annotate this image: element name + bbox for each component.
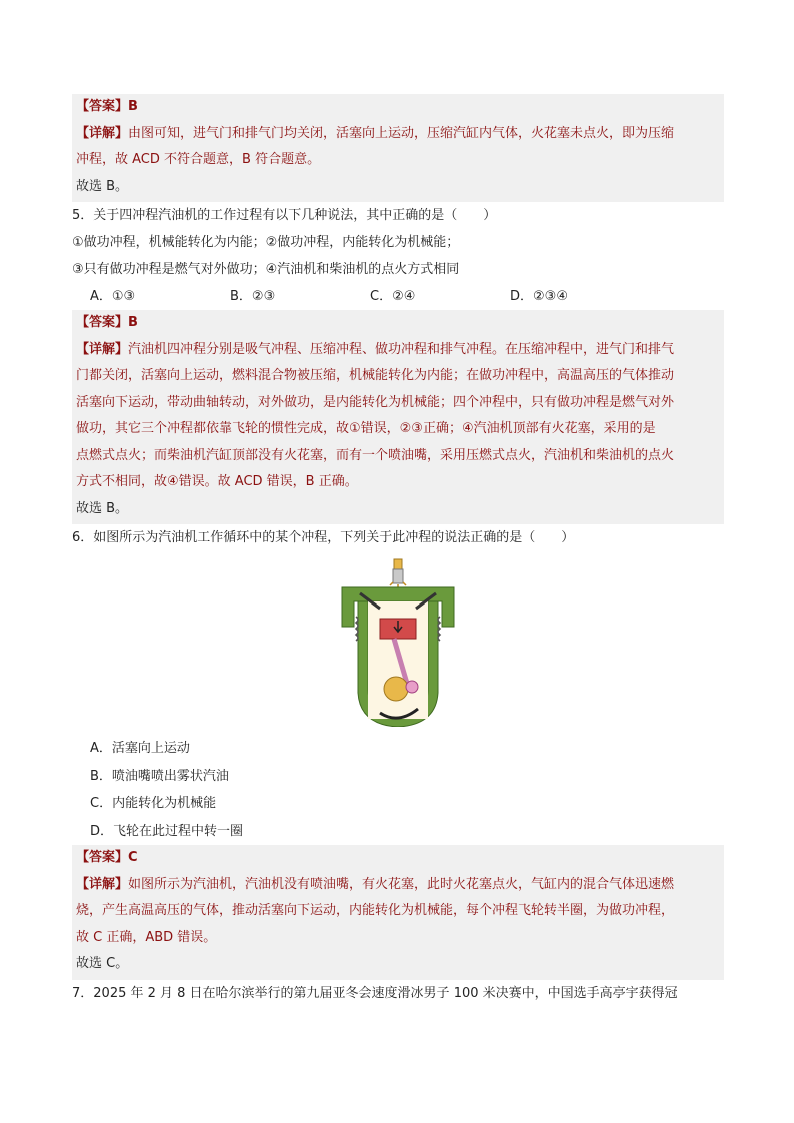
- detail-line: 冲程，故 ACD 不符合题意，B 符合题意。: [76, 152, 321, 167]
- question-6: [72, 524, 724, 845]
- detail-line: 汽油机四冲程分别是吸气冲程、压缩冲程、做功冲程和排气冲程。在压缩冲程中，进气门和排气: [128, 341, 675, 357]
- detail-line: 故 C 正确，ABD 错误。: [76, 929, 217, 945]
- answer-value: B: [128, 99, 138, 114]
- option-a: A．①③: [90, 289, 136, 304]
- option-d: D．飞轮在此过程中转一圈: [90, 823, 244, 839]
- detail-line: 由图可知，进气门和排气门均关闭，活塞向上运动，压缩汽缸内气体，火花塞未点火，即为压缩: [128, 125, 675, 141]
- engine-diagram: [338, 557, 458, 727]
- page-content: [72, 94, 724, 1007]
- question-5: [72, 202, 724, 310]
- option-b: B．喷油嘴喷出雾状汽油: [90, 768, 229, 784]
- options-row: [72, 283, 724, 310]
- detail-tag: 【详解】: [76, 876, 129, 892]
- answer-block-q5: [72, 310, 724, 524]
- option-b: B．②③: [230, 289, 276, 304]
- answer-tag: 【答案】: [76, 850, 129, 865]
- option-c: C．②④: [370, 289, 416, 304]
- question-7-stem: 7．2025 年 2 月 8 日在哈尔滨举行的第九届亚冬会速度滑冰男子 100 米决赛中，中国选手高亭宇获得冠: [72, 985, 678, 1001]
- answer-tag: 【答案】: [76, 99, 129, 114]
- option-c: C．内能转化为机械能: [90, 796, 217, 811]
- answer-block-q6: [72, 845, 724, 980]
- statement-line: ①做功冲程，机械能转化为内能；②做功冲程，内能转化为机械能；: [72, 235, 460, 250]
- conclusion: 故选 C。: [76, 956, 129, 971]
- detail-line: 点燃式点火；而柴油机汽缸顶部没有火花塞，而有一个喷油嘴，采用压燃式点火，汽油机和柴油机的点火: [76, 447, 675, 463]
- question-stem: 5．关于四冲程汽油机的工作过程有以下几种说法，其中正确的是（ ）: [72, 208, 497, 223]
- detail-line: 活塞向下运动，带动曲轴转动，对外做功，是内能转化为机械能；四个冲程中，只有做功冲程是燃气对外: [76, 394, 675, 410]
- answer-block-q4: [72, 94, 724, 202]
- detail-tag: 【详解】: [76, 125, 129, 141]
- answer-value: C: [128, 850, 138, 865]
- answer-tag: 【答案】: [76, 315, 129, 330]
- option-a: A．活塞向上运动: [90, 741, 190, 756]
- option-d: D．②③④: [510, 289, 568, 304]
- conclusion: 故选 B。: [76, 178, 129, 194]
- detail-line: 烧，产生高温高压的气体，推动活塞向下运动，内能转化为机械能，每个冲程飞轮转半圈，为做功冲程，: [76, 903, 675, 918]
- answer-value: B: [128, 315, 138, 330]
- detail-line: 如图所示为汽油机，汽油机没有喷油嘴，有火花塞，此时火花塞点火，气缸内的混合气体迅速燃: [128, 876, 675, 892]
- conclusion: 故选 B。: [76, 500, 129, 516]
- detail-line: 做功，其它三个冲程都依靠飞轮的惯性完成，故①错误，②③正确；④汽油机顶部有火花塞，采用的是: [76, 421, 656, 436]
- engine-figure: [72, 557, 724, 727]
- statement-line: ③只有做功冲程是燃气对外做功；④汽油机和柴油机的点火方式相同: [72, 262, 460, 277]
- detail-tag: 【详解】: [76, 341, 129, 357]
- question-stem: 6．如图所示为汽油机工作循环中的某个冲程，下列关于此冲程的说法正确的是（ ）: [72, 530, 575, 545]
- detail-line: 方式不相同，故④错误。故 ACD 错误，B 正确。: [76, 474, 358, 489]
- detail-line: 门都关闭，活塞向上运动，燃料混合物被压缩，机械能转化为内能；在做功冲程中，高温高压的气体推动: [76, 368, 675, 383]
